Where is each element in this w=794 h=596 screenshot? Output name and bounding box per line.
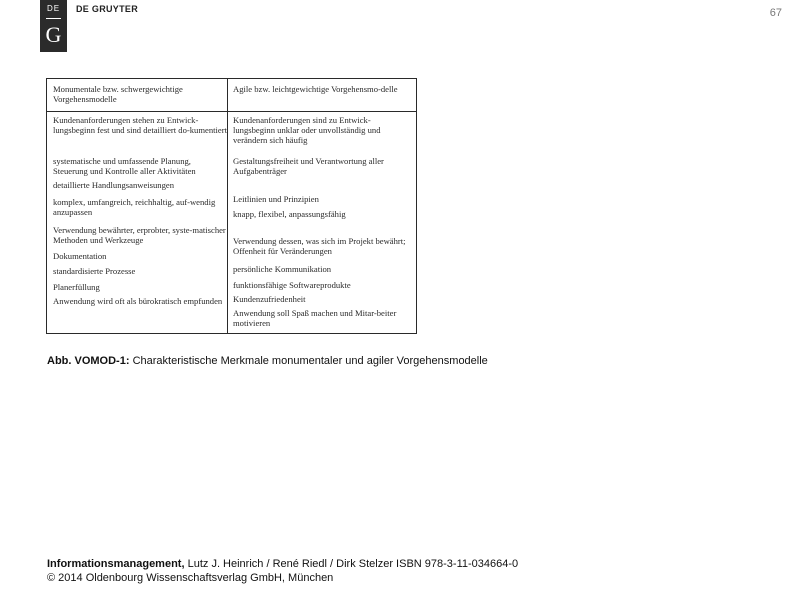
right-item: knapp, flexibel, anpassungsfähig [233,209,346,219]
left-item: Anwendung wird oft als bürokratisch empfunden [53,296,223,306]
left-item: komplex, umfangreich, reichhaltig, auf-wendig anzupassen [53,197,216,217]
left-item: detaillierte Handlungsanweisungen [53,180,174,190]
left-item: systematische und umfassende Planung, Steuerung und Kontrolle aller Aktivitäten [53,156,196,176]
left-item: Verwendung bewährter, erprobter, syste-matischer Methoden und Werkzeuge [53,225,226,245]
left-column-header: Monumentale bzw. schwergewichtige Vorgehensmodelle [53,84,183,104]
column-divider [227,79,228,333]
right-item: Leitlinien und Prinzipien [233,194,319,204]
figure-caption [47,355,488,367]
footer-citation [47,557,518,571]
de-gruyter-logo [40,0,67,52]
publisher-name: DE GRUYTER [76,4,139,14]
comparison-table [46,78,417,334]
right-item: Gestaltungsfreiheit und Verantwortung aller Aufgabenträger [233,156,384,176]
logo-divider [46,18,61,19]
left-item: Planerfüllung [53,282,100,292]
left-item: Dokumentation [53,251,107,261]
right-item: Kundenanforderungen sind zu Entwick-lungsbeginn unklar oder unvollständig und verändern sich häufig [233,115,381,145]
copyright-line: © 2014 Oldenbourg Wissenschaftsverlag GmbH, München [47,572,334,584]
caption-label: Abb. VOMOD-1: [47,355,130,367]
right-item: Kundenzufriedenheit [233,294,306,304]
right-item: persönliche Kommunikation [233,264,332,274]
left-item: Kundenanforderungen stehen zu Entwick-lungsbeginn fest und sind detailliert do-kumentiert [53,115,227,135]
authors-isbn: Lutz J. Heinrich / René Riedl / Dirk Stelzer ISBN 978-3-11-034664-0 [187,558,519,570]
logo-de-text: DE [46,4,61,13]
right-item: Verwendung dessen, was sich im Projekt bewährt; Offenheit für Veränderungen [233,236,406,256]
page-number: 67 [769,7,782,19]
book-title: Informationsmanagement, [47,558,185,570]
right-item: Anwendung soll Spaß machen und Mitar-beiter motivieren [233,308,397,328]
left-item: standardisierte Prozesse [53,266,136,276]
footer [47,557,518,585]
caption-text: Charakteristische Merkmale monumentaler und agiler Vorgehensmodelle [132,355,488,367]
header-rule [47,111,416,112]
right-column-header: Agile bzw. leichtgewichtige Vorgehensmo-delle [233,84,398,94]
logo-g-text: G [45,22,62,47]
right-item: funktionsfähige Softwareprodukte [233,280,351,290]
